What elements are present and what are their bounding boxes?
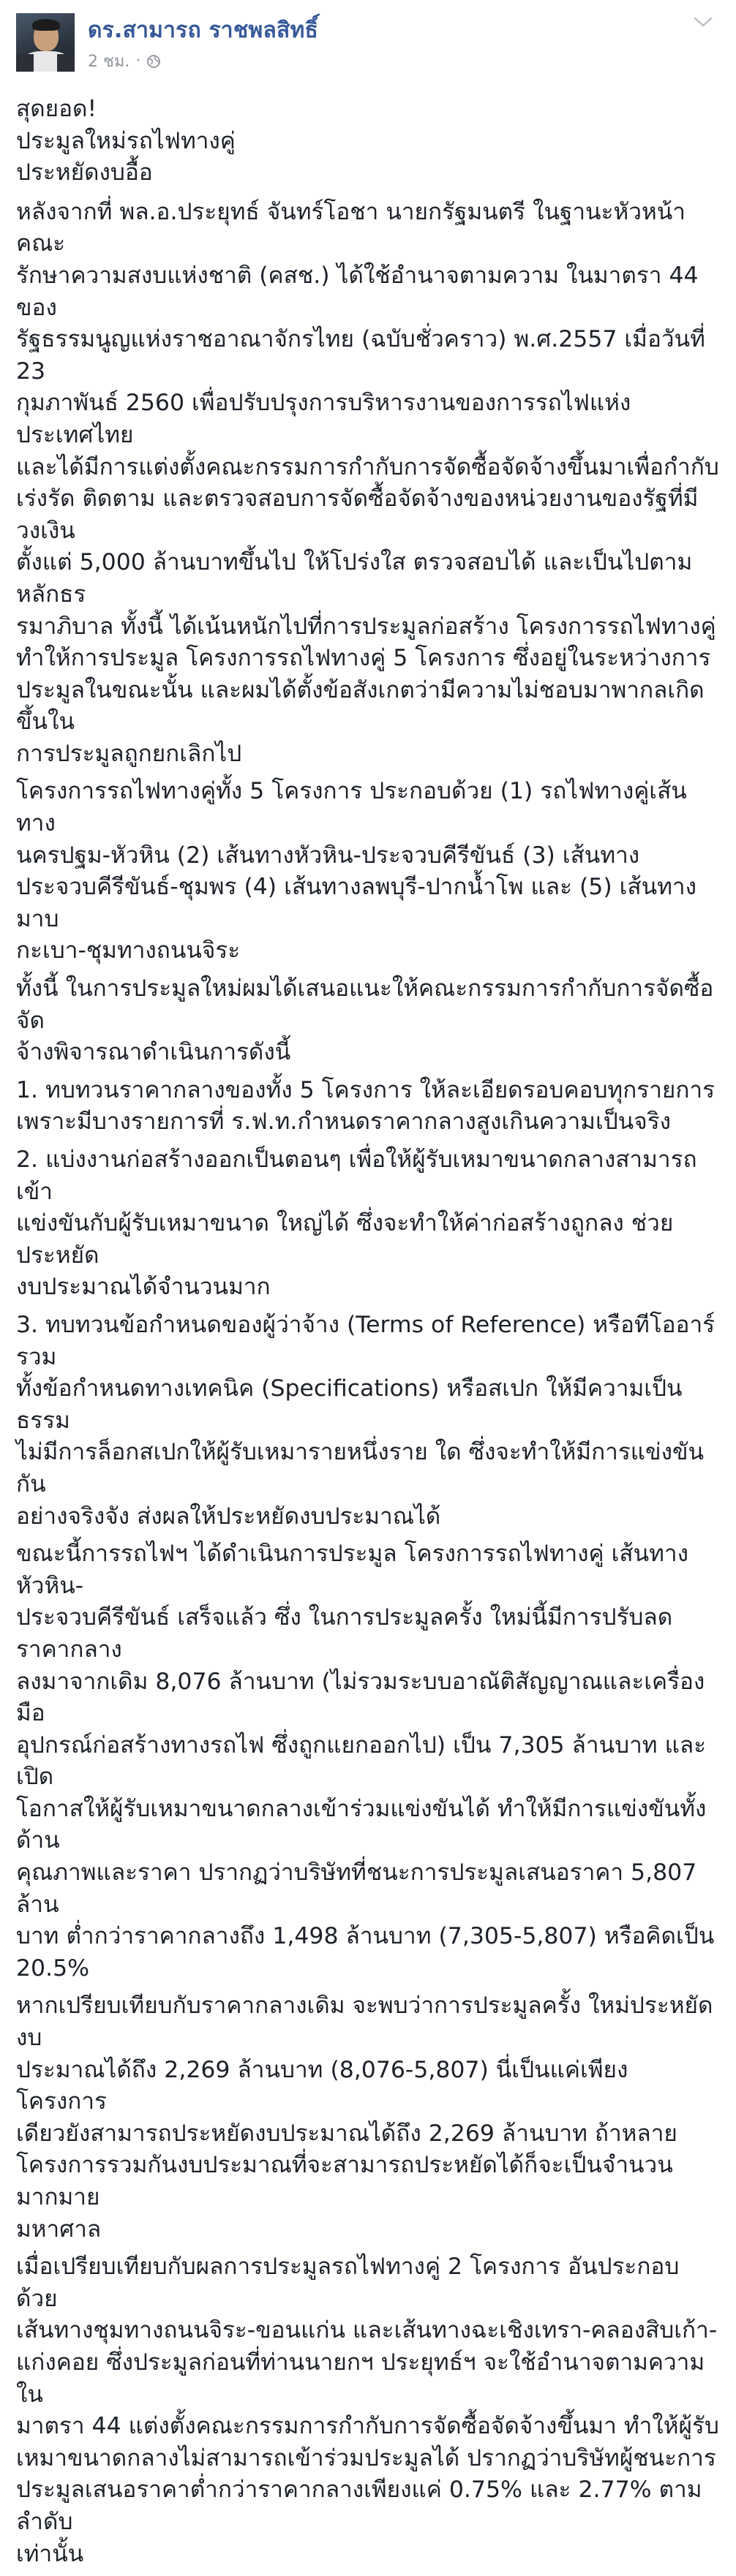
post-headline: สุดยอด! ประมูลใหม่รถไฟทางคู่ ประหยัดงบอื้อ	[16, 96, 236, 186]
globe-icon[interactable]	[146, 54, 161, 69]
post-header	[0, 0, 736, 70]
post-paragraph: หลังจากที่ พล.อ.ประยุทธ์ จันทร์โอชา นายกรัฐมนตรี ในฐานะหัวหน้าคณะ รักษาความสงบแห่งชาติ (คสช.) ได้ใช้อำนาจตามความ ในมาตรา 44 ของ รัฐธรรมนูญแห่งราชอาณาจักรไทย (ฉบับชั่วคราว) พ.ศ.2557 เมื่อวันที่ 23 กุมภาพันธ์ 2560 เพื่อปรับปรุงการบริหารงานของการรถไฟแห่งประเทศไทย และได้มีการแต่งตั้งคณะกรรมการกำกับการจัดซื้อจัดจ้างขึ้นมาเพื่อกำกับ เร่งรัด ติดตาม และตรวจสอบการจัดซื้อจัดจ้างของหน่วยงานของรัฐที่มีวงเงิน ตั้งแต่ 5,000 ล้านบาทขึ้นไป ให้โปร่งใส ตรวจสอบได้ และเป็นไปตามหลักธร รมาภิบาล ทั้งนี้ ได้เน้นหนักไปที่การประมูลก่อสร้าง โครงการรถไฟทางคู่ ทำให้การประมูล โครงการรถไฟทางคู่ 5 โครงการ ซึ่งอยู่ในระหว่างการ ประมูลในขณะนั้น และผมได้ตั้งข้อสังเกตว่ามีความไม่ชอบมาพากลเกิดขึ้นใน การประมูลถูกยกเลิกไป	[16, 198, 719, 767]
post-paragraph: ทั้งนี้ ในการประมูลใหม่ผมได้เสนอแนะให้คณะกรรมการกำกับการจัดซื้อจัด จ้างพิจารณาดำเนินการดังนี้	[16, 975, 714, 1066]
post-paragraph: เมื่อเปรียบเทียบกับผลการประมูลรถไฟทางคู่ 2 โครงการ อันประกอบด้วย เส้นทางชุมทางถนนจิระ-ขอนแก่น และเส้นทางฉะเชิงเทรา-คลองสิบเก้า- แก่งคอย ซึ่งประมูลก่อนที่ท่านนายกฯ ประยุทธ์ฯ จะใช้อำนาจตามความ ใน มาตรา 44 แต่งตั้งคณะกรรมการกำกับการจัดซื้อจัดจ้างขึ้นมา ทำให้ผู้รับ เหมาขนาดกลางไม่สามารถเข้าร่วมประมูลได้ ปรากฏว่าบริษัทผู้ชนะการ ประมูลเสนอราคาต่ำกว่าราคากลางเพียงแค่ 0.75% และ 2.77% ตามลำดับ เท่านั้น	[16, 2254, 719, 2567]
avatar[interactable]	[16, 13, 75, 72]
post-paragraph: 2. แบ่งงานก่อสร้างออกเป็นตอนๆ เพื่อให้ผู้รับเหมาขนาดกลางสามารถเข้า แข่งขันกับผู้รับเหมาขนาด ใหญ่ได้ ซึ่งจะทำให้ค่าก่อสร้างถูกลง ช่วยประหยัด งบประมาณได้จำนวนมาก	[16, 1147, 697, 1301]
author-name[interactable]: ดร.สามารถ ราชพลสิทธิ์	[88, 18, 318, 43]
avatar-hair	[32, 19, 60, 31]
chevron-down-icon[interactable]	[694, 16, 713, 28]
post-meta	[88, 48, 161, 74]
post-paragraph: ขณะนี้การรถไฟฯ ได้ดำเนินการประมูล โครงการรถไฟทางคู่ เส้นทางหัวหิน- ประจวบคีรีขันธ์ เสร็จแล้ว ซึ่ง ในการประมูลครั้ง ใหม่นี้มีการปรับลดราคากลาง ลงมาจากเดิม 8,076 ล้านบาท (ไม่รวมระบบอาณัติสัญญาณและเครื่องมือ อุปกรณ์ก่อสร้างทางรถไฟ ซึ่งถูกแยกออกไป) เป็น 7,305 ล้านบาท และเปิด โอกาสให้ผู้รับเหมาขนาดกลางเข้าร่วมแข่งขันได้ ทำให้มีการแข่งขันทั้งด้าน คุณภาพและราคา ปรากฏว่าบริษัทที่ชนะการประมูลเสนอราคา 5,807 ล้าน บาท ต่ำกว่าราคากลางถึง 1,498 ล้านบาท (7,305-5,807) หรือคิดเป็น 20.5%	[16, 1541, 715, 1982]
post-paragraph: 3. ทบทวนข้อกำหนดของผู้ว่าจ้าง (Terms of Reference) หรือทีโออาร์ รวม ทั้งข้อกำหนดทางเทคนิค (Specifications) หรือสเปก ให้มีความเป็นธรรม ไม่มีการล็อกสเปกให้ผู้รับเหมารายหนึ่งราย ใด ซึ่งจะทำให้มีการแข่งขันกัน อย่างจริงจัง ส่งผลให้ประหยัดงบประมาณได้	[16, 1311, 716, 1530]
post-body	[16, 94, 720, 2576]
avatar-jacket	[16, 54, 75, 72]
post-paragraph: หากเปรียบเทียบกับราคากลางเดิม จะพบว่าการประมูลครั้ง ใหม่ประหยัดงบ ประมาณได้ถึง 2,269 ล้านบาท (8,076-5,807) นี่เป็นแค่เพียง โครงการ เดียวยังสามารถประหยัดงบประมาณได้ถึง 2,269 ล้านบาท ถ้าหลาย โครงการรวมกันงบประมาณที่จะสามารถประหยัดได้ก็จะเป็นจำนวนมากมาย มหาศาล	[16, 1993, 713, 2243]
post-paragraph: 1. ทบทวนราคากลางของทั้ง 5 โครงการ ให้ละเอียดรอบคอบทุกรายการ เพราะมีบางรายการที่ ร.ฟ.ท.กำหนดราคากลางสูงเกินความเป็นจริง	[16, 1076, 716, 1136]
meta-separator: ·	[135, 52, 141, 70]
post-paragraph: โครงการรถไฟทางคู่ทั้ง 5 โครงการ ประกอบด้วย (1) รถไฟทางคู่เส้นทาง นครปฐม-หัวหิน (2) เส้นทางหัวหิน-ประจวบคีรีขันธ์ (3) เส้นทาง ประจวบคีรีขันธ์-ชุมพร (4) เส้นทางลพบุรี-ปากน้ำโพ และ (5) เส้นทางมาบ กะเบา-ชุมทางถนนจิระ	[16, 778, 697, 964]
post-time[interactable]: 2 ชม.	[88, 53, 130, 71]
